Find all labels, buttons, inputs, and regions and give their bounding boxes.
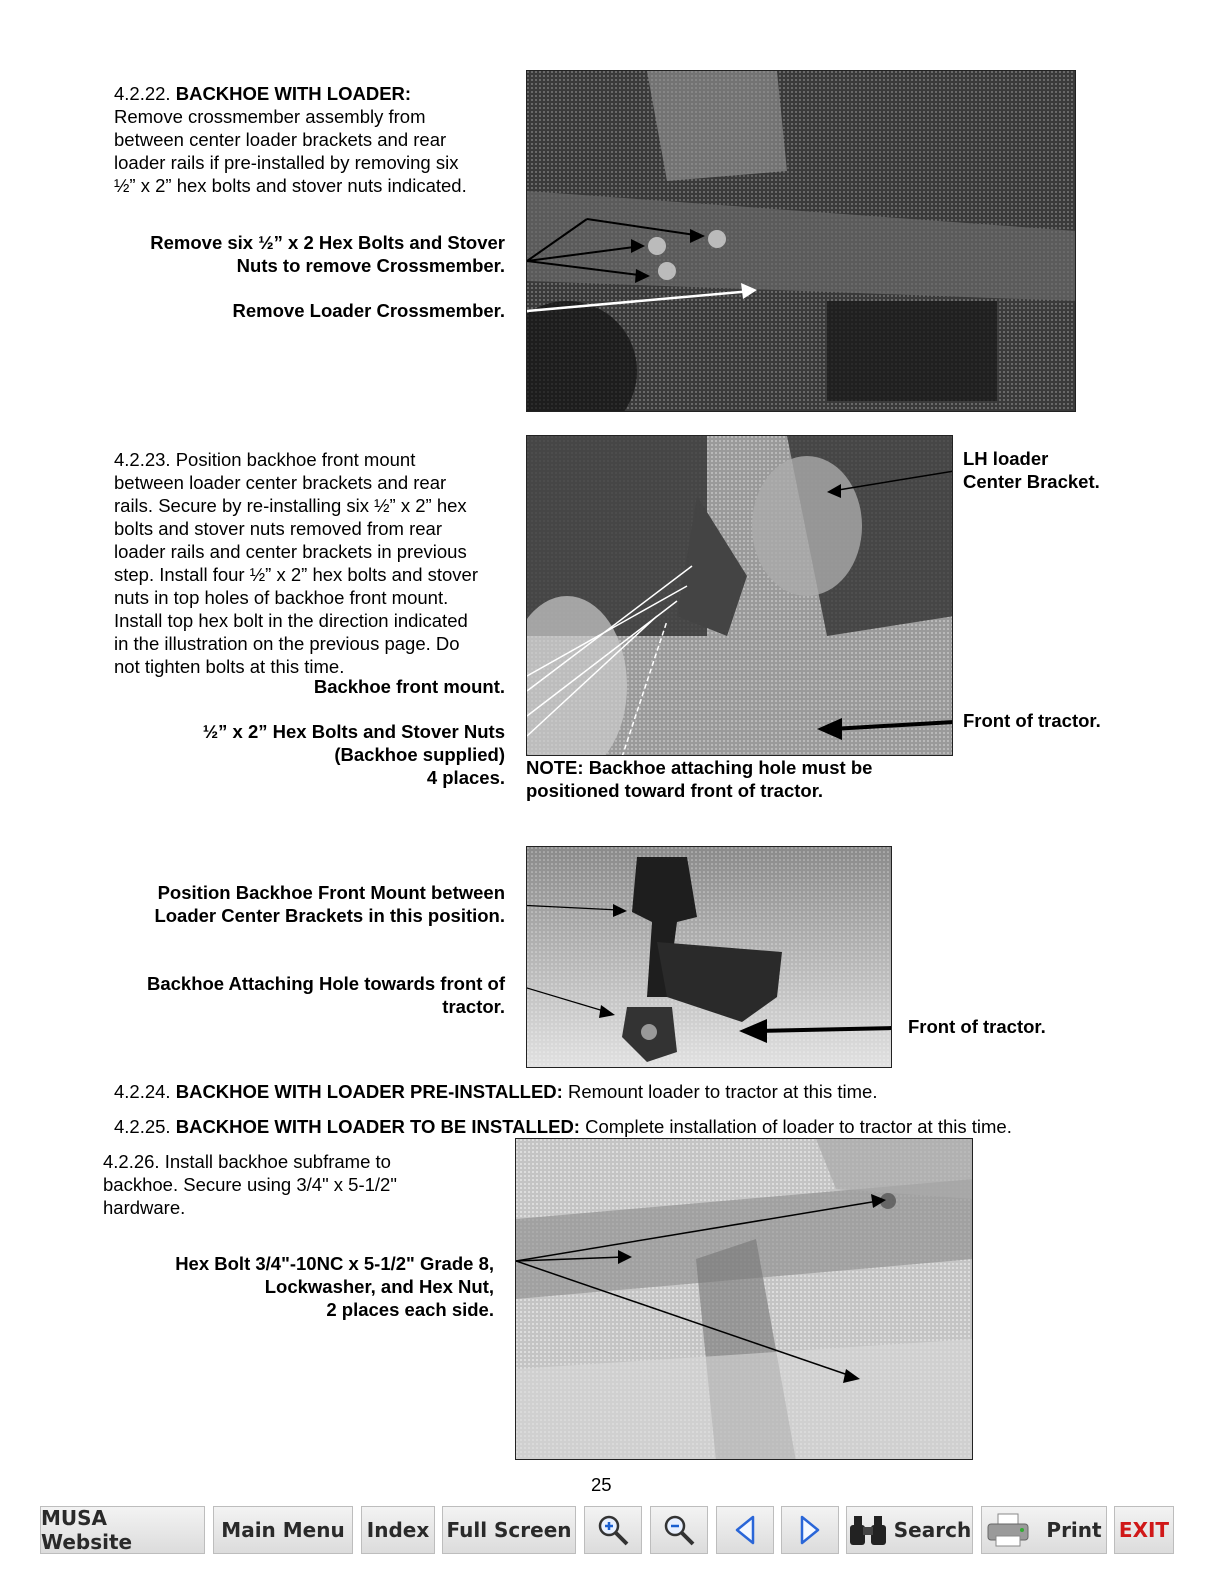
text-line: step. Install four ½” x 2” hex bolts and stover: [114, 564, 479, 585]
callout-line: Remove six ½” x 2 Hex Bolts and Stover: [150, 232, 505, 253]
text-line: loader rails if pre-installed by removing six: [114, 152, 459, 173]
section-text: Remount loader to tractor at this time.: [562, 1081, 878, 1102]
arrow-right-icon: [796, 1514, 824, 1546]
callout-backhoe-front-mount: Backhoe front mount.: [313, 676, 505, 697]
text-line: between center loader brackets and rear: [114, 129, 447, 150]
section-4-2-24: [114, 1080, 1114, 1103]
zoom-in-icon: [596, 1513, 630, 1547]
text-line: ½” x 2” hex bolts and stover nuts indicated.: [114, 175, 467, 196]
page-number: 25: [591, 1474, 612, 1495]
section-4-2-25: [114, 1115, 1114, 1138]
subframe-photo-image: [516, 1139, 973, 1460]
next-page-button[interactable]: [781, 1506, 839, 1554]
callout-line: Backhoe Attaching Hole towards front of: [146, 973, 505, 994]
text-line: between loader center brackets and rear: [114, 472, 447, 493]
callout-hex-bolts: [80, 720, 505, 789]
button-label: Main Menu: [221, 1518, 345, 1542]
crossmember-photo-image: [527, 71, 1076, 412]
full-screen-button[interactable]: [442, 1506, 576, 1554]
callout-position-mount: [80, 881, 505, 927]
zoom-out-button[interactable]: [650, 1506, 708, 1554]
section-title: BACKHOE WITH LOADER TO BE INSTALLED:: [175, 1116, 580, 1137]
front-mount-photo-image: [527, 436, 953, 756]
section-4-2-23-text: [114, 448, 519, 678]
callout-line: Center Bracket.: [963, 471, 1100, 492]
callout-line: Hex Bolt 3/4"-10NC x 5-1/2" Grade 8,: [175, 1253, 494, 1274]
text-line: in the illustration on the previous page. Do: [114, 633, 460, 654]
crossmember-photo: [526, 70, 1076, 412]
button-label: EXIT: [1118, 1518, 1170, 1542]
text-line: Remove crossmember assembly from: [114, 106, 426, 127]
text-line: 4.2.23. Position backhoe front mount: [114, 449, 416, 470]
section-number: 4.2.24.: [114, 1081, 176, 1102]
callout-line: 2 places each side.: [326, 1299, 494, 1320]
print-button[interactable]: [981, 1506, 1107, 1554]
text-line: hardware.: [103, 1197, 186, 1218]
section-title: BACKHOE WITH LOADER:: [175, 83, 412, 104]
callout-line: Position Backhoe Front Mount between: [157, 882, 505, 903]
note-line: positioned toward front of tractor.: [526, 780, 824, 801]
callout-front-of-tractor: Front of tractor.: [963, 710, 1101, 731]
main-menu-button[interactable]: [213, 1506, 353, 1554]
printer-icon: [986, 1512, 1032, 1548]
binoculars-icon: [848, 1513, 888, 1547]
mount-part-photo-image: [527, 847, 892, 1068]
callout-line: tractor.: [442, 996, 505, 1017]
callout-line: Nuts to remove Crossmember.: [236, 255, 505, 276]
arrow-left-icon: [731, 1514, 759, 1546]
text-line: backhoe. Secure using 3/4" x 5-1/2": [103, 1174, 397, 1195]
section-4-2-26-text: [103, 1150, 503, 1219]
text-line: not tighten bolts at this time.: [114, 656, 345, 677]
callout-line: LH loader: [963, 448, 1049, 469]
zoom-out-icon: [662, 1513, 696, 1547]
callout-remove-crossmember: Remove Loader Crossmember.: [232, 300, 505, 321]
previous-page-button[interactable]: [716, 1506, 774, 1554]
callout-lh-center-bracket: [963, 447, 1163, 493]
front-mount-photo: [526, 435, 953, 756]
note-attaching-hole: [526, 756, 966, 802]
callout-attaching-hole: [80, 972, 505, 1018]
musa-website-button[interactable]: [40, 1506, 205, 1554]
exit-button[interactable]: [1114, 1506, 1174, 1554]
callout-line: 4 places.: [426, 767, 505, 788]
button-label: Print: [1046, 1518, 1102, 1542]
button-label: Index: [366, 1518, 430, 1542]
section-number: 4.2.25.: [114, 1116, 176, 1137]
subframe-photo: [515, 1138, 973, 1460]
button-label: Search: [893, 1518, 972, 1542]
callout-hex-bolt-grade8: [70, 1252, 494, 1321]
text-line: Install top hex bolt in the direction indicated: [114, 610, 468, 631]
callout-line: Loader Center Brackets in this position.: [154, 905, 505, 926]
index-button[interactable]: [361, 1506, 435, 1554]
text-line: nuts in top holes of backhoe front mount.: [114, 587, 449, 608]
callout-line: ½” x 2” Hex Bolts and Stover Nuts: [202, 721, 505, 742]
text-line: rails. Secure by re-installing six ½” x 2” hex: [114, 495, 467, 516]
section-text: Complete installation of loader to tractor at this time.: [579, 1116, 1012, 1137]
section-title: BACKHOE WITH LOADER PRE-INSTALLED:: [175, 1081, 563, 1102]
mount-part-photo: [526, 846, 892, 1068]
section-number: 4.2.22.: [114, 83, 176, 104]
text-line: 4.2.26. Install backhoe subframe to: [103, 1151, 391, 1172]
search-button[interactable]: [846, 1506, 973, 1554]
note-line: NOTE: Backhoe attaching hole must be: [526, 757, 873, 778]
callout-front-of-tractor-2: Front of tractor.: [908, 1016, 1046, 1037]
section-4-2-22-text: [114, 82, 514, 197]
button-label: Full Screen: [446, 1518, 572, 1542]
callout-line: (Backhoe supplied): [334, 744, 505, 765]
zoom-in-button[interactable]: [584, 1506, 642, 1554]
callout-remove-bolts: [80, 231, 505, 277]
text-line: bolts and stover nuts removed from rear: [114, 518, 443, 539]
text-line: loader rails and center brackets in previous: [114, 541, 467, 562]
button-label: MUSA Website: [41, 1506, 133, 1554]
callout-line: Lockwasher, and Hex Nut,: [264, 1276, 494, 1297]
